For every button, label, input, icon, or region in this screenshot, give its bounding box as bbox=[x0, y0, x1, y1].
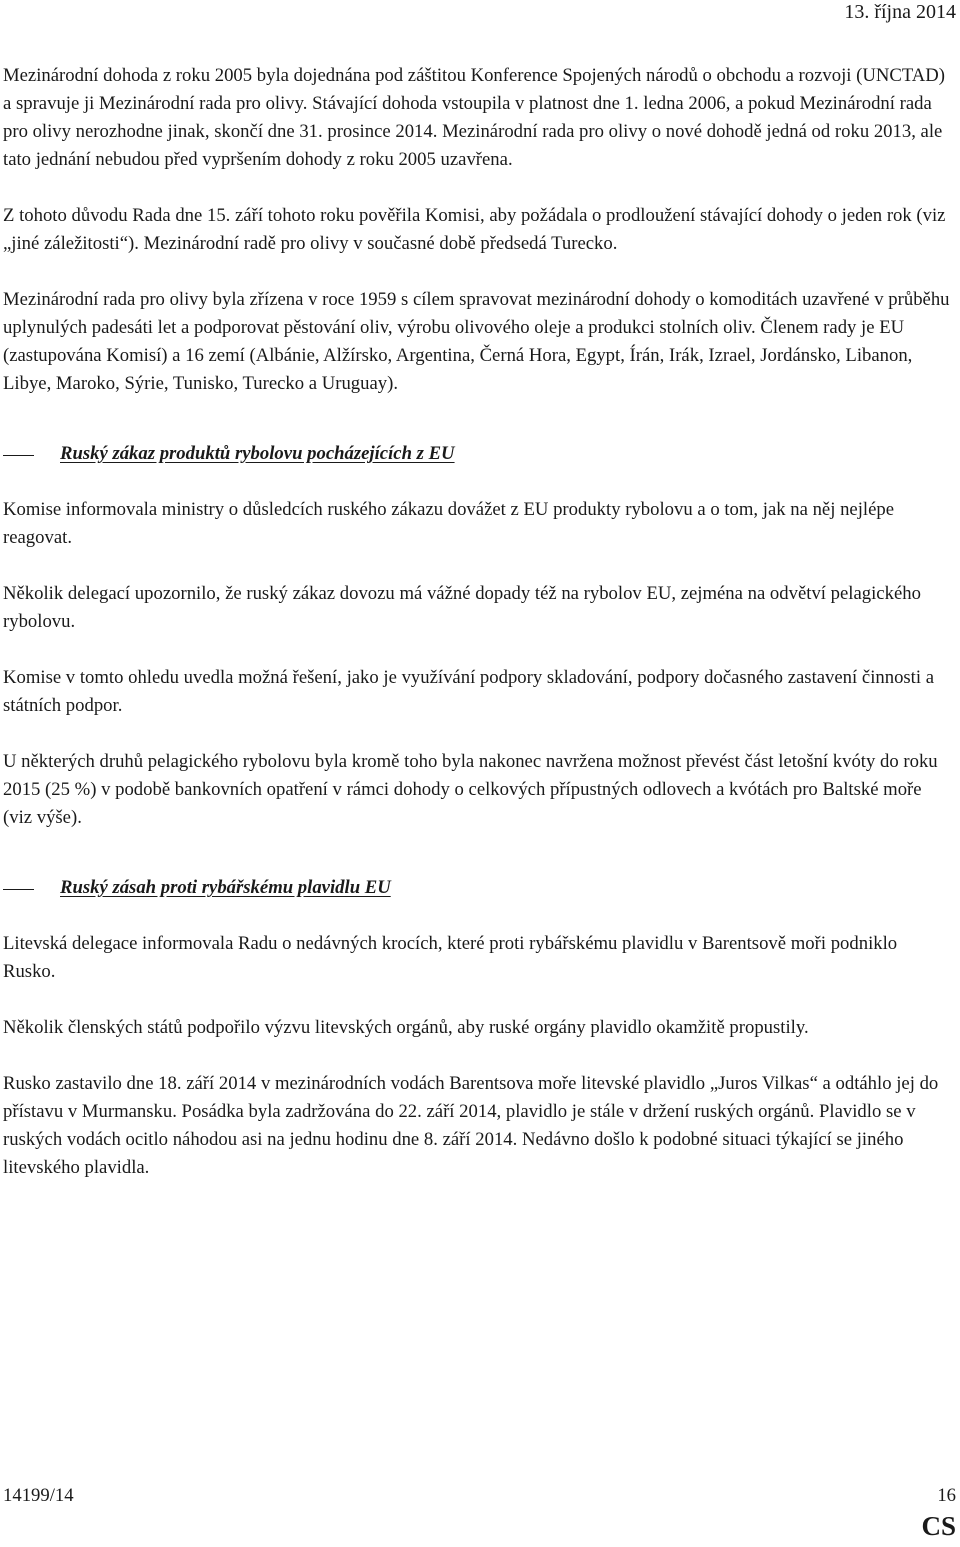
section-heading-text: Ruský zákaz produktů rybolovu pocházejících z EU bbox=[60, 443, 455, 464]
dash-bullet bbox=[3, 889, 34, 890]
paragraph: Komise informovala ministry o důsledcích ruského zákazu dovážet z EU produkty rybolovu a o tom, jak na něj nejlépe reagovat. bbox=[3, 499, 895, 548]
paragraph: Komise v tomto ohledu uvedla možná řešení, jako je využívání podpory skladování, podpory dočasného zastavení činnosti a státních podpor. bbox=[3, 667, 935, 716]
section-heading-vessel bbox=[3, 874, 951, 902]
paragraph: Několik delegací upozornilo, že ruský zákaz dovozu má vážné dopady též na rybolov EU, zejména na odvětví pelagického rybolovu. bbox=[3, 583, 921, 632]
section-heading-fishing-ban bbox=[3, 440, 951, 468]
dash-bullet bbox=[3, 455, 34, 456]
paragraph: Litevská delegace informovala Radu o nedávných krocích, které proti rybářskému plavidlu v Barentsově moři podniklo Rusko. bbox=[3, 933, 898, 982]
header-date: 13. října 2014 bbox=[844, 1, 956, 23]
section-heading-text: Ruský zásah proti rybářskému plavidlu EU bbox=[60, 877, 391, 898]
paragraph: Z tohoto důvodu Rada dne 15. září tohoto roku pověřila Komisi, aby požádala o prodloužení stávající dohody o jeden rok (viz „jiné záležitosti“). Mezinárodní radě pro olivy v současné době předsedá Turecko. bbox=[3, 205, 946, 254]
document-body bbox=[3, 62, 951, 1182]
paragraph: Mezinárodní dohoda z roku 2005 byla dojednána pod záštitou Konference Spojených národů o obchodu a rozvoji (UNCTAD) a spravuje ji Mezinárodní rada pro olivy. Stávající dohoda vstoupila v platnost dne 1. ledna 2006, a pokud Mezinárodní rada pro olivy nerozhodne jinak, skončí dne 31. prosince 2014. Mezinárodní rada pro olivy o nové dohodě jedná od roku 2013, ale tato jednání nebudou před vypršením dohody z roku 2005 uzavřena. bbox=[3, 65, 945, 170]
footer-document-code: 14199/14 bbox=[3, 1485, 74, 1506]
paragraph: Mezinárodní rada pro olivy byla zřízena v roce 1959 s cílem spravovat mezinárodní dohody o komoditách uzavřené v průběhu uplynulých padesáti let a podporovat pěstování oliv, výrobu olivového oleje a produkci stolních oliv. Členem rady je EU (zastupována Komisí) a 16 zemí (Albánie, Alžírsko, Argentina, Černá Hora, Egypt, Írán, Irák, Izrael, Jordánsko, Libanon, Libye, Maroko, Sýrie, Tunisko, Turecko a Uruguay). bbox=[3, 289, 950, 394]
paragraph: Rusko zastavilo dne 18. září 2014 v mezinárodních vodách Barentsova moře litevské plavidlo „Juros Vilkas“ a odtáhlo jej do přístavu v Murmansku. Posádka byla zadržována do 22. září 2014, plavidlo je stále v držení ruských orgánů. Plavidlo se v ruských vodách ocitlo náhodou asi na jednu hodinu dne 8. září 2014. Nedávno došlo k podobné situaci týkající se jiného litevského plavidla. bbox=[3, 1073, 939, 1178]
footer-language-code: CS bbox=[921, 1511, 956, 1541]
paragraph: U některých druhů pelagického rybolovu byla kromě toho byla nakonec navržena možnost převést část letošní kvóty do roku 2015 (25 %) v podobě bankovních opatření v rámci dohody o celkových přípustných odlovech a kvótách pro Baltské moře (viz výše). bbox=[3, 751, 938, 828]
paragraph: Několik členských států podpořilo výzvu litevských orgánů, aby ruské orgány plavidlo okamžitě propustily. bbox=[3, 1017, 809, 1038]
footer-page-number: 16 bbox=[937, 1485, 956, 1506]
